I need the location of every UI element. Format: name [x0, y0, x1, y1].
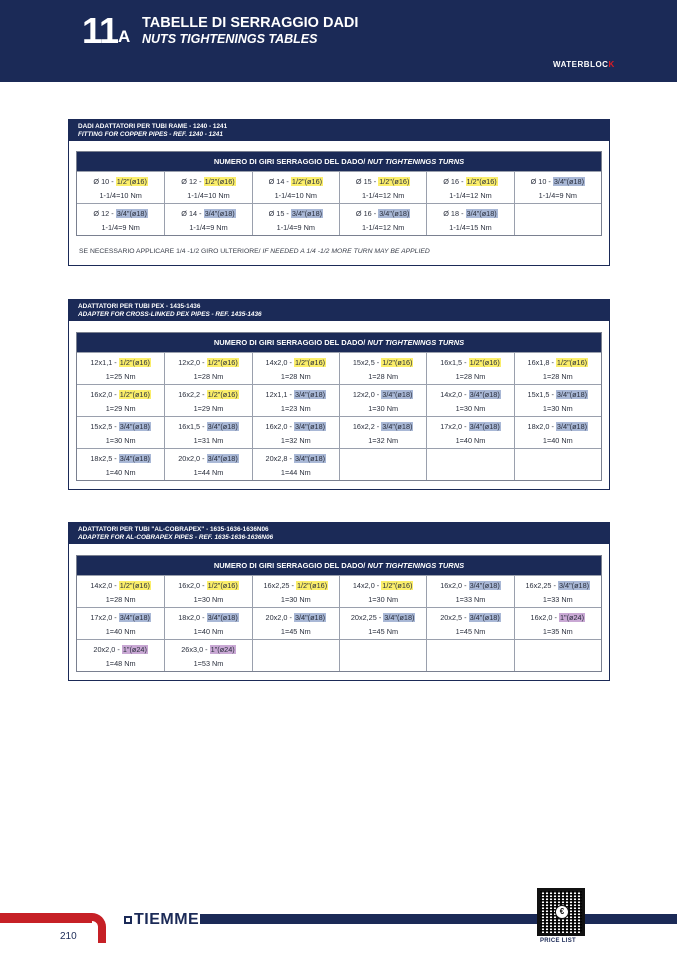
empty-cell — [514, 204, 601, 235]
pipe-dimension: 14x2,0 - — [90, 581, 119, 590]
empty-cell — [514, 640, 601, 671]
pipe-size — [340, 208, 426, 220]
pipe-size — [515, 580, 601, 592]
empty-cell — [426, 640, 513, 671]
pipe-dimension: 14x2,0 - — [352, 581, 382, 590]
pipe-size — [253, 389, 339, 401]
pipe-size — [515, 357, 601, 369]
thread-size-badge: 1/2"(ø16) — [119, 358, 150, 367]
thread-size-badge: 1/2"(ø16) — [469, 358, 500, 367]
pipe-dimension: Ø 14 - — [268, 177, 291, 186]
pipe-dimension: 18x2,0 - — [178, 613, 207, 622]
thread-size-badge: 3/4"(ø18) — [119, 422, 150, 431]
table-body — [77, 171, 601, 235]
torque-value: 1=30 Nm — [368, 404, 399, 413]
page-subtitle: NUTS TIGHTENINGS TABLES — [142, 32, 318, 46]
pipe-dimension: 15x1,5 - — [527, 390, 556, 399]
section-al-cobrapex-pipes — [68, 522, 610, 681]
table-header-italic: NUT TIGHTENINGS TURNS — [365, 561, 465, 570]
pipe-size — [427, 612, 513, 624]
table-body — [77, 352, 601, 480]
thread-size-badge: 3/4"(ø18) — [556, 390, 588, 399]
table-row — [77, 384, 601, 416]
table-header-main: NUMERO DI GIRI SERRAGGIO DEL DADO/ — [213, 338, 366, 347]
section-pex-pipes — [68, 299, 610, 490]
section-letter: A — [118, 27, 131, 46]
table-cell — [164, 608, 251, 639]
thread-size-badge: 3/4"(ø18) — [119, 454, 150, 463]
torque-value: 1=40 Nm — [105, 627, 136, 636]
table-cell — [77, 417, 164, 448]
pipe-size — [253, 612, 339, 624]
torque-value: 1=30 Nm — [280, 595, 311, 604]
pipe-size — [515, 421, 601, 433]
pipe-dimension: 12x1,1 - — [265, 390, 294, 399]
torque-value: 1=40 Nm — [105, 468, 136, 477]
tiemme-logo — [124, 911, 199, 929]
table-row — [77, 352, 601, 384]
brand-end-text: K — [608, 60, 615, 69]
pipe-dimension: Ø 10 - — [530, 177, 553, 186]
pipe-dimension: 16x2,25 - — [263, 581, 296, 590]
table-header — [77, 152, 601, 171]
table-row — [77, 203, 601, 235]
thread-size-badge: 1/2"(ø16) — [296, 581, 328, 590]
pipe-dimension: Ø 14 - — [181, 209, 204, 218]
table-row — [77, 575, 601, 607]
thread-size-badge: 3/4"(ø18) — [207, 422, 238, 431]
empty-cell — [426, 449, 513, 480]
torque-value: 1=30 Nm — [542, 404, 573, 413]
thread-size-badge: 3/4"(ø18) — [382, 390, 413, 399]
section-header — [69, 120, 609, 141]
thread-size-badge: 3/4"(ø18) — [469, 613, 500, 622]
table-cell — [164, 576, 251, 607]
table-cell — [77, 353, 164, 384]
thread-size-badge: 3/4"(ø18) — [382, 422, 413, 431]
table-cell — [252, 608, 339, 639]
torque-value: 1=32 Nm — [368, 436, 399, 445]
section-number: 11 — [82, 10, 119, 51]
note-text: SE NECESSARIO APPLICARE 1/4 -1/2 GIRO ULTERIORE/ — [79, 248, 261, 255]
thread-size-badge: 1/2"(ø16) — [207, 358, 238, 367]
table-cell — [514, 385, 601, 416]
thread-size-badge: 3/4"(ø18) — [294, 390, 326, 399]
thread-size-badge: 1/2"(ø16) — [382, 358, 413, 367]
thread-size-badge: 3/4"(ø18) — [469, 390, 500, 399]
pipe-dimension: 16x2,25 - — [525, 581, 558, 590]
torque-value: 1=35 Nm — [542, 627, 573, 636]
pipe-size — [165, 357, 251, 369]
thread-size-badge: 1"(ø24) — [559, 613, 585, 622]
pipe-dimension: Ø 16 - — [355, 209, 379, 218]
pipe-dimension: 14x2,0 - — [440, 390, 469, 399]
section-title: ADATTATORI PER TUBI PEX - 1435-1436 — [78, 303, 201, 310]
torque-value: 1-1/4=10 Nm — [99, 191, 142, 200]
pipe-size — [427, 580, 513, 592]
pipe-size — [77, 644, 164, 656]
torque-value: 1=30 Nm — [455, 404, 486, 413]
torque-value: 1=44 Nm — [280, 468, 311, 477]
pipe-size — [253, 357, 339, 369]
section-header — [69, 300, 609, 321]
pipe-size — [340, 612, 426, 624]
table-cell — [252, 417, 339, 448]
thread-size-badge: 3/4"(ø18) — [291, 209, 323, 218]
price-list-label: PRICE LIST — [540, 938, 577, 944]
pipe-dimension: 16x2,0 - — [265, 422, 294, 431]
table-cell — [164, 385, 251, 416]
torque-value: 1=33 Nm — [455, 595, 486, 604]
thread-size-badge: 3/4"(ø18) — [294, 613, 326, 622]
table-cell — [164, 449, 251, 480]
thread-size-badge: 3/4"(ø18) — [204, 209, 235, 218]
table-cell — [514, 608, 601, 639]
table-cell — [339, 576, 426, 607]
thread-size-badge: 1/2"(ø16) — [119, 390, 150, 399]
table-cell — [77, 204, 164, 235]
pipe-size — [515, 612, 601, 624]
table-cell — [339, 172, 426, 203]
table-cell — [252, 576, 339, 607]
thread-size-badge: 1"(ø24) — [122, 645, 147, 654]
table-header-italic: NUT TIGHTENINGS TURNS — [365, 338, 465, 347]
torque-table — [76, 555, 602, 672]
torque-value: 1-1/4=9 Nm — [538, 191, 577, 200]
pipe-size — [253, 453, 339, 465]
euro-icon: € — [555, 905, 569, 919]
torque-value: 1-1/4=9 Nm — [101, 223, 140, 232]
pipe-dimension: 20x2,0 - — [265, 613, 294, 622]
table-cell — [426, 385, 513, 416]
pipe-size — [340, 421, 426, 433]
pipe-size — [77, 357, 164, 369]
pipe-dimension: 12x1,1 - — [90, 358, 119, 367]
pipe-dimension: 16x2,2 - — [178, 390, 207, 399]
table-cell — [252, 172, 339, 203]
table-cell — [164, 640, 251, 671]
pipe-size — [515, 176, 601, 188]
table-cell — [339, 417, 426, 448]
table-row — [77, 607, 601, 639]
brand-main-text: WATERBLOC — [553, 60, 609, 69]
table-header — [77, 333, 601, 352]
pipe-size — [427, 357, 513, 369]
thread-size-badge: 1"(ø24) — [210, 645, 235, 654]
torque-value: 1-1/4=10 Nm — [187, 191, 230, 200]
table-header-italic: NUT TIGHTENINGS TURNS — [365, 157, 465, 166]
torque-value: 1=33 Nm — [542, 595, 573, 604]
pipe-size — [427, 176, 513, 188]
section-title: DADI ADATTATORI PER TUBI RAME - 1240 - 1241 — [78, 123, 228, 130]
empty-cell — [339, 449, 426, 480]
pipe-size — [77, 208, 164, 220]
pipe-dimension: Ø 10 - — [93, 177, 116, 186]
torque-value: 1-1/4=12 Nm — [361, 191, 405, 200]
footer-red-stripe — [0, 913, 92, 923]
table-cell — [426, 204, 513, 235]
pipe-size — [515, 389, 601, 401]
torque-value: 1=48 Nm — [105, 659, 136, 668]
table-body — [77, 575, 601, 671]
thread-size-badge: 1/2"(ø16) — [291, 177, 323, 186]
pipe-size — [165, 389, 251, 401]
pipe-dimension: Ø 12 - — [93, 209, 116, 218]
thread-size-badge: 3/4"(ø18) — [469, 422, 500, 431]
table-cell — [252, 204, 339, 235]
thread-size-badge: 1/2"(ø16) — [556, 358, 588, 367]
pipe-size — [165, 176, 251, 188]
thread-size-badge: 3/4"(ø18) — [379, 209, 410, 218]
thread-size-badge: 3/4"(ø18) — [466, 209, 497, 218]
torque-value: 1-1/4=12 Nm — [449, 191, 492, 200]
pipe-size — [340, 176, 426, 188]
footer-blue-stripe — [200, 914, 677, 924]
torque-value: 1=40 Nm — [193, 627, 224, 636]
thread-size-badge: 3/4"(ø18) — [469, 581, 500, 590]
table-cell — [252, 385, 339, 416]
pipe-size — [165, 612, 251, 624]
empty-cell — [514, 449, 601, 480]
pipe-dimension: 16x1,5 - — [178, 422, 207, 431]
table-cell — [164, 204, 251, 235]
pipe-size — [77, 176, 164, 188]
page-header — [0, 0, 677, 82]
pipe-dimension: 16x2,0 - — [178, 581, 207, 590]
thread-size-badge: 3/4"(ø18) — [207, 454, 238, 463]
torque-value: 1=23 Nm — [280, 404, 311, 413]
table-header-main: NUMERO DI GIRI SERRAGGIO DEL DADO/ — [213, 561, 366, 570]
torque-value: 1-1/4=9 Nm — [189, 223, 228, 232]
thread-size-badge: 3/4"(ø18) — [119, 613, 150, 622]
section-subtitle: FITTING FOR COPPER PIPES - REF. 1240 - 1241 — [78, 130, 223, 138]
table-cell — [514, 576, 601, 607]
pipe-dimension: 18x2,5 - — [90, 454, 119, 463]
torque-value: 1=40 Nm — [455, 436, 486, 445]
thread-size-badge: 3/4"(ø18) — [207, 613, 238, 622]
pipe-dimension: 18x2,0 - — [527, 422, 556, 431]
pipe-dimension: 12x2,0 - — [178, 358, 207, 367]
note-italic-text: IF NEEDED A 1/4 -1/2 MORE TURN MAY BE APPLIED — [260, 248, 430, 255]
pipe-dimension: 20x2,0 - — [93, 645, 122, 654]
torque-value: 1=31 Nm — [193, 436, 224, 445]
pipe-dimension: 14x2,0 - — [265, 358, 294, 367]
thread-size-badge: 3/4"(ø18) — [294, 454, 326, 463]
page-title: TABELLE DI SERRAGGIO DADI — [142, 15, 359, 31]
table-cell — [77, 576, 164, 607]
pipe-dimension: 16x2,0 - — [440, 581, 469, 590]
thread-size-badge: 1/2"(ø16) — [466, 177, 497, 186]
pipe-dimension: 16x1,8 - — [527, 358, 556, 367]
table-header — [77, 556, 601, 575]
torque-value: 1=29 Nm — [193, 404, 224, 413]
torque-value: 1=30 Nm — [193, 595, 224, 604]
pipe-dimension: 20x2,25 - — [350, 613, 384, 622]
table-cell — [514, 417, 601, 448]
table-cell — [77, 385, 164, 416]
thread-size-badge: 1/2"(ø16) — [207, 390, 238, 399]
torque-value: 1=25 Nm — [105, 372, 136, 381]
torque-value: 1-1/4=9 Nm — [276, 223, 315, 232]
pipe-size — [77, 389, 164, 401]
pipe-dimension: Ø 16 - — [443, 177, 466, 186]
torque-value: 1=28 Nm — [455, 372, 486, 381]
table-cell — [514, 353, 601, 384]
pipe-size — [165, 453, 251, 465]
pipe-size — [253, 580, 339, 592]
section-subtitle: ADAPTER FOR CROSS-LINKED PEX PIPES - REF. 1435-1436 — [78, 310, 262, 318]
pipe-size — [165, 421, 251, 433]
table-row — [77, 448, 601, 480]
torque-table — [76, 332, 602, 481]
thread-size-badge: 1/2"(ø16) — [119, 581, 150, 590]
thread-size-badge: 3/4"(ø18) — [553, 177, 585, 186]
torque-value: 1=53 Nm — [193, 659, 224, 668]
thread-size-badge: 3/4"(ø18) — [116, 209, 147, 218]
torque-value: 1-1/4=12 Nm — [361, 223, 405, 232]
table-cell — [252, 449, 339, 480]
pipe-dimension: 20x2,0 - — [178, 454, 207, 463]
pipe-dimension: Ø 18 - — [443, 209, 466, 218]
empty-cell — [252, 640, 339, 671]
table-cell — [426, 353, 513, 384]
pipe-size — [253, 421, 339, 433]
pipe-size — [427, 208, 513, 220]
torque-value: 1=45 Nm — [455, 627, 486, 636]
pipe-size — [340, 580, 426, 592]
thread-size-badge: 3/4"(ø18) — [558, 581, 590, 590]
pipe-size — [77, 453, 164, 465]
thread-size-badge: 1/2"(ø16) — [207, 581, 238, 590]
thread-size-badge: 3/4"(ø18) — [384, 613, 415, 622]
section-subtitle: ADAPTER FOR AL-COBRAPEX PIPES - REF. 1635-1636-1636N06 — [78, 533, 274, 541]
table-row — [77, 639, 601, 671]
pipe-dimension: 26x3,0 - — [181, 645, 210, 654]
pipe-dimension: 16x2,0 - — [530, 613, 559, 622]
pipe-dimension: 12x2,0 - — [352, 390, 382, 399]
torque-value: 1=44 Nm — [193, 468, 224, 477]
section-title: ADATTATORI PER TUBI "AL-COBRAPEX" - 1635-1636-1636N06 — [78, 526, 269, 533]
table-cell — [339, 204, 426, 235]
pipe-dimension: 20x2,8 - — [265, 454, 294, 463]
pipe-size — [427, 389, 513, 401]
table-cell — [164, 353, 251, 384]
torque-value: 1=30 Nm — [368, 595, 399, 604]
pipe-size — [77, 580, 164, 592]
pipe-size — [340, 389, 426, 401]
empty-cell — [339, 640, 426, 671]
pipe-dimension: Ø 12 - — [181, 177, 204, 186]
waterblock-logo — [553, 60, 615, 69]
table-cell — [77, 608, 164, 639]
pipe-size — [340, 357, 426, 369]
pipe-size — [77, 421, 164, 433]
thread-size-badge: 3/4"(ø18) — [294, 422, 326, 431]
pipe-size — [165, 208, 251, 220]
thread-size-badge: 1/2"(ø16) — [379, 177, 410, 186]
table-cell — [426, 417, 513, 448]
table-cell — [339, 608, 426, 639]
table-row — [77, 171, 601, 203]
torque-value: 1=29 Nm — [105, 404, 136, 413]
table-cell — [77, 449, 164, 480]
thread-size-badge: 1/2"(ø16) — [382, 581, 413, 590]
pipe-size — [165, 580, 251, 592]
torque-table — [76, 151, 602, 236]
torque-value: 1-1/4=10 Nm — [274, 191, 318, 200]
thread-size-badge: 1/2"(ø16) — [204, 177, 235, 186]
torque-value: 1=45 Nm — [368, 627, 399, 636]
torque-value: 1-1/4=15 Nm — [449, 223, 492, 232]
pipe-size — [427, 421, 513, 433]
table-cell — [77, 172, 164, 203]
section-header — [69, 523, 609, 544]
table-cell — [514, 172, 601, 203]
torque-value: 1=32 Nm — [280, 436, 311, 445]
pipe-size — [253, 176, 339, 188]
thread-size-badge: 1/2"(ø16) — [294, 358, 326, 367]
pipe-size — [165, 644, 251, 656]
torque-value: 1=30 Nm — [105, 436, 136, 445]
thread-size-badge: 1/2"(ø16) — [116, 177, 147, 186]
pipe-size — [253, 208, 339, 220]
pipe-dimension: 20x2,5 - — [440, 613, 469, 622]
pipe-dimension: 15x2,5 - — [90, 422, 119, 431]
torque-value: 1=28 Nm — [542, 372, 573, 381]
footer-red-curve — [84, 913, 106, 943]
pipe-dimension: 16x2,2 - — [352, 422, 382, 431]
section-copper-pipes — [68, 119, 610, 266]
table-cell — [77, 640, 164, 671]
pipe-dimension: 16x2,0 - — [90, 390, 119, 399]
table-cell — [339, 353, 426, 384]
pipe-dimension: 16x1,5 - — [440, 358, 469, 367]
pipe-size — [77, 612, 164, 624]
pipe-dimension: 15x2,5 - — [352, 358, 382, 367]
table-header-main: NUMERO DI GIRI SERRAGGIO DEL DADO/ — [213, 157, 366, 166]
torque-value: 1=28 Nm — [368, 372, 399, 381]
tightening-note — [79, 248, 430, 255]
table-cell — [164, 172, 251, 203]
table-row — [77, 416, 601, 448]
torque-value: 1=28 Nm — [105, 595, 136, 604]
table-cell — [426, 172, 513, 203]
page-number: 210 — [60, 931, 77, 942]
table-cell — [426, 608, 513, 639]
pipe-dimension: Ø 15 - — [268, 209, 291, 218]
table-cell — [426, 576, 513, 607]
torque-value: 1=28 Nm — [193, 372, 224, 381]
thread-size-badge: 3/4"(ø18) — [556, 422, 588, 431]
torque-value: 1=40 Nm — [542, 436, 573, 445]
table-cell — [339, 385, 426, 416]
tiemme-logo-text: TIEMME — [134, 911, 200, 928]
torque-value: 1=28 Nm — [280, 372, 311, 381]
tiemme-logo-mark — [124, 916, 132, 924]
torque-value: 1=45 Nm — [280, 627, 311, 636]
pipe-dimension: Ø 15 - — [355, 177, 379, 186]
table-cell — [252, 353, 339, 384]
table-cell — [164, 417, 251, 448]
pipe-dimension: 17x2,0 - — [90, 613, 119, 622]
pipe-dimension: 17x2,0 - — [440, 422, 469, 431]
